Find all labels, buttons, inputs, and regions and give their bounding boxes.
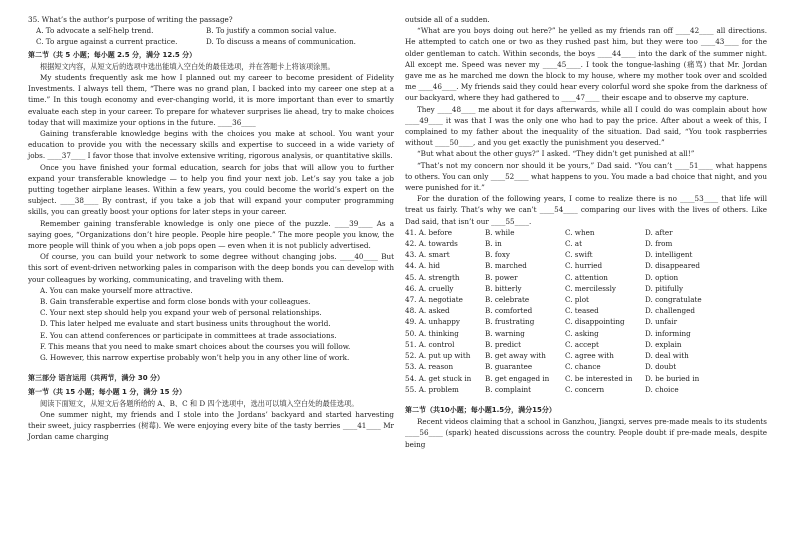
section2-instructions: 根据短文内容，从短文后的选项中选出能填入空白处的最佳选项，并在答题卡上将该项涂黑。 — [40, 61, 335, 71]
answer-option: D. explain — [645, 339, 682, 349]
answer-row — [405, 272, 767, 283]
answer-option: B. power — [485, 272, 518, 282]
answer-option: C. disappointing — [565, 317, 625, 327]
answer-option: D. informing — [645, 328, 691, 338]
answer-option: 44. A. hid — [405, 261, 441, 271]
answer-option: D. from — [645, 239, 673, 249]
right-column — [405, 14, 767, 450]
answer-option: B. marched — [485, 261, 527, 271]
cloze-paragraph: One summer night, my friends and I stole into the Jordans’ backyard and started harvesting their sweet, juicy raspberries (树莓). We were enjoying every bite of the tasty berries ____41____ Mr Jordan came charging — [28, 409, 394, 442]
answer-row — [405, 316, 767, 327]
answer-option: B. celebrate — [485, 295, 530, 305]
answer-row — [405, 350, 767, 361]
part3-title: 第三部分 语言运用（共两节，满分 30 分） — [28, 374, 165, 383]
left-column — [28, 14, 394, 443]
cloze-paragraph: outside all of a sudden. — [405, 15, 490, 24]
q35-stem: 35. What’s the author’s purpose of writing the passage? — [28, 15, 233, 24]
answer-option: B. foxy — [485, 250, 510, 260]
answer-option: D. choice — [645, 384, 679, 394]
section1-title: 第一节（共 15 小题；每小题 1 分，满分 15 分） — [28, 387, 186, 396]
passage-paragraph: Remember gaining transferable knowledge is only one piece of the puzzle. ____39____ As a saying goes, “Organizations don’t hire people. People hire people.” The more people you know, the more people will think of you when a job pops open — even when it is not publicly advertised. — [28, 218, 394, 251]
passage-paragraph: Once you have finished your formal education, search for jobs that will allow you to further expand your transferable knowledge — to help you find your next job. Let’s say you take a job putting together airplane leases. Within a few years, you could become the world’s expert on the subject. ____38____ By contrast, if you take a job that will expand your computer programming skills, you can greatly boost your options for later steps in your career. — [28, 162, 394, 217]
answer-row — [405, 328, 767, 339]
answer-option: 54. A. get stuck in — [405, 373, 472, 383]
answer-option: B. complaint — [485, 384, 532, 394]
choice-item: A. You can make yourself more attractive. — [40, 285, 193, 295]
answer-option: D. be buried in — [645, 373, 700, 383]
answer-option: C. at — [565, 239, 582, 249]
passage-paragraph: Of course, you can build your network to some degree without changing jobs. ____40____ But this sort of event-driven networking pales in comparison with the deep bonds you can develop with your colleagues by working, communicating, and traveling with them. — [28, 252, 394, 284]
answer-option: 49. A. unhappy — [405, 317, 460, 327]
answer-row — [405, 339, 767, 350]
answer-option: C. plot — [565, 295, 589, 305]
answer-option: 52. A. put up with — [405, 351, 471, 361]
section1-instructions: 阅读下面短文，从短文后各题所给的 A、B、C 和 D 四个选项中，选出可以填入空白处的最佳选项。 — [40, 398, 359, 408]
choice-list — [28, 285, 394, 363]
q35-option: B. To justify a common social value. — [206, 26, 337, 36]
q35-option: A. To advocate a self-help trend. — [36, 26, 154, 36]
choice-item: F. This means that you need to make smart choices about the courses you will follow. — [40, 341, 351, 351]
choice-item: B. Gain transferable expertise and form close bonds with your colleagues. — [40, 297, 311, 307]
answer-row — [405, 305, 767, 316]
cloze-paragraph: For the duration of the following years, I come to realize there is no ____53____ that life will treat us fairly. That’s why we can’t ____54____ comparing our lives with the lives of others. Like Dad said, that isn’t our ____55____. — [405, 194, 767, 226]
answer-option: 41. A. before — [405, 227, 453, 237]
q35-options — [28, 25, 394, 47]
answer-option: C. asking — [565, 328, 599, 338]
answer-option: C. be interested in — [565, 373, 633, 383]
answer-option: C. hurried — [565, 261, 603, 271]
answer-row — [405, 373, 767, 384]
answer-option: D. after — [645, 227, 673, 237]
grammar-section-title: 第二节（共10小题；每小题1.5分，满分15分） — [405, 405, 556, 414]
answer-option: C. accept — [565, 339, 599, 349]
answer-option: D. option — [645, 272, 679, 282]
answer-row — [405, 361, 767, 372]
answer-option: 47. A. negotiate — [405, 295, 463, 305]
answer-option: C. mercilessly — [565, 283, 616, 293]
answer-option: B. warning — [485, 328, 525, 338]
cloze-paragraph: They ____48____ me about it for days afterwards, while all I could do was complain about how ____49____ it was that I was the only one who had to pay the price. After about a week of this, I complained to my father about the inequality of the situation. Dad said, “You took raspberries without ____50____, and you get exactly the punishment you deserved.” — [405, 104, 767, 148]
choice-item: G. However, this narrow expertise probably won’t help you in any other line of work. — [40, 353, 350, 363]
choice-item: E. You can attend conferences or participate in committees at trade associations. — [40, 330, 337, 340]
answer-option: 53. A. reason — [405, 362, 454, 372]
answer-row — [405, 294, 767, 305]
answer-option: 50. A. thinking — [405, 328, 459, 338]
answer-option: C. agree with — [565, 351, 614, 361]
answer-option: B. comforted — [485, 306, 533, 316]
choice-item: C. Your next step should help you expand your web of personal relationships. — [40, 308, 322, 318]
section2-title: 第二节（共 5 小题；每小题 2.5 分，满分 12.5 分） — [28, 50, 197, 59]
answer-option: D. doubt — [645, 362, 677, 372]
answer-option: D. intelligent — [645, 250, 693, 260]
answer-option: B. frustrating — [485, 317, 535, 327]
q35-option: C. To argue against a current practice. — [36, 37, 178, 47]
answer-option: B. in — [485, 239, 502, 249]
answer-option: D. unfair — [645, 317, 678, 327]
answer-option: B. predict — [485, 339, 521, 349]
answer-option: D. pitifully — [645, 283, 684, 293]
answer-row — [405, 260, 767, 271]
answer-option: C. concern — [565, 384, 605, 394]
answer-option: D. deal with — [645, 351, 689, 361]
answer-option: C. teased — [565, 306, 599, 316]
answer-option: B. get engaged in — [485, 373, 550, 383]
choice-item: D. This later helped me evaluate and start business units throughout the world. — [40, 319, 331, 329]
answer-option: 51. A. control — [405, 339, 455, 349]
answer-row — [405, 249, 767, 260]
passage-paragraph: My students frequently ask me how I planned out my career to become president of Fidelity Investments. I always tell them, “There was no grand plan, I backed into my career one step at a time.” In this tough economy and ever-changing world, it is more important than ever to smartly evaluate each step in your career. To prepare for whatever surprises lie ahead, try to make choices today that will maximize your options in the future. ____36____ — [28, 73, 394, 127]
answer-option: 42. A. towards — [405, 239, 458, 249]
answer-option: C. chance — [565, 362, 601, 372]
cloze-paragraph: “That’s not my concern nor should it be yours,” Dad said. “You can’t ____51____ what happens to others. You can only ____52____ what happens to you. You made a bad choice that night, and you were punished for it.” — [405, 160, 767, 193]
answer-option: C. attention — [565, 272, 608, 282]
answer-option: D. congratulate — [645, 295, 702, 305]
answer-options-table — [405, 227, 767, 395]
answer-row — [405, 227, 767, 238]
answer-option: 55. A. problem — [405, 384, 459, 394]
answer-row — [405, 283, 767, 294]
answer-option: C. swift — [565, 250, 593, 260]
q35-option: D. To discuss a means of communication. — [206, 37, 356, 47]
answer-option: B. get away with — [485, 351, 546, 361]
answer-option: B. guarantee — [485, 362, 533, 372]
answer-option: 45. A. strength — [405, 272, 460, 282]
answer-option: 43. A. smart — [405, 250, 450, 260]
answer-row — [405, 238, 767, 249]
answer-option: 46. A. cruelly — [405, 283, 454, 293]
answer-option: 48. A. asked — [405, 306, 450, 316]
answer-option: D. challenged — [645, 306, 695, 316]
answer-row — [405, 384, 767, 395]
passage-paragraph: Gaining transferable knowledge begins with the choices you make at school. You want your education to provide you with the necessary skills and expertise to succeed in a wide variety of jobs. ____37____ I favor those that involve extensive writing, rigorous analysis, or quantitative skills. — [28, 129, 394, 161]
grammar-paragraph: Recent videos claiming that a school in Ganzhou, Jiangxi, serves pre-made meals to its students ____56____ (spark) heated discussions across the country. People doubt if pre-made meals, despite being — [405, 417, 767, 449]
answer-option: C. when — [565, 227, 595, 237]
answer-option: B. while — [485, 227, 515, 237]
cloze-paragraph: “But what about the other guys?” I asked. “They didn’t get punished at all!” — [417, 149, 695, 159]
answer-option: D. disappeared — [645, 261, 700, 271]
cloze-paragraph: “What are you boys doing out here?” he yelled as my friends ran off ____42____ all directions. He attempted to catch one or two as they rushed past him, but they were too ____43____ for the older gentleman to catch. Within seconds, the boys ____44____ into the dark of the summer night. All except me. Speed was never my ____45____. I took the tongue-lashing (痛骂) that Mr. Jordan gave me as he marched me down the block to my house, where my mother took over and scolded me ____46____. My friends said they could hear every colorful word she spoke from the darkness of our backyard, where they had gathered to ____47____ their escape and to observe my capture. — [405, 26, 767, 103]
answer-option: B. bitterly — [485, 283, 522, 293]
